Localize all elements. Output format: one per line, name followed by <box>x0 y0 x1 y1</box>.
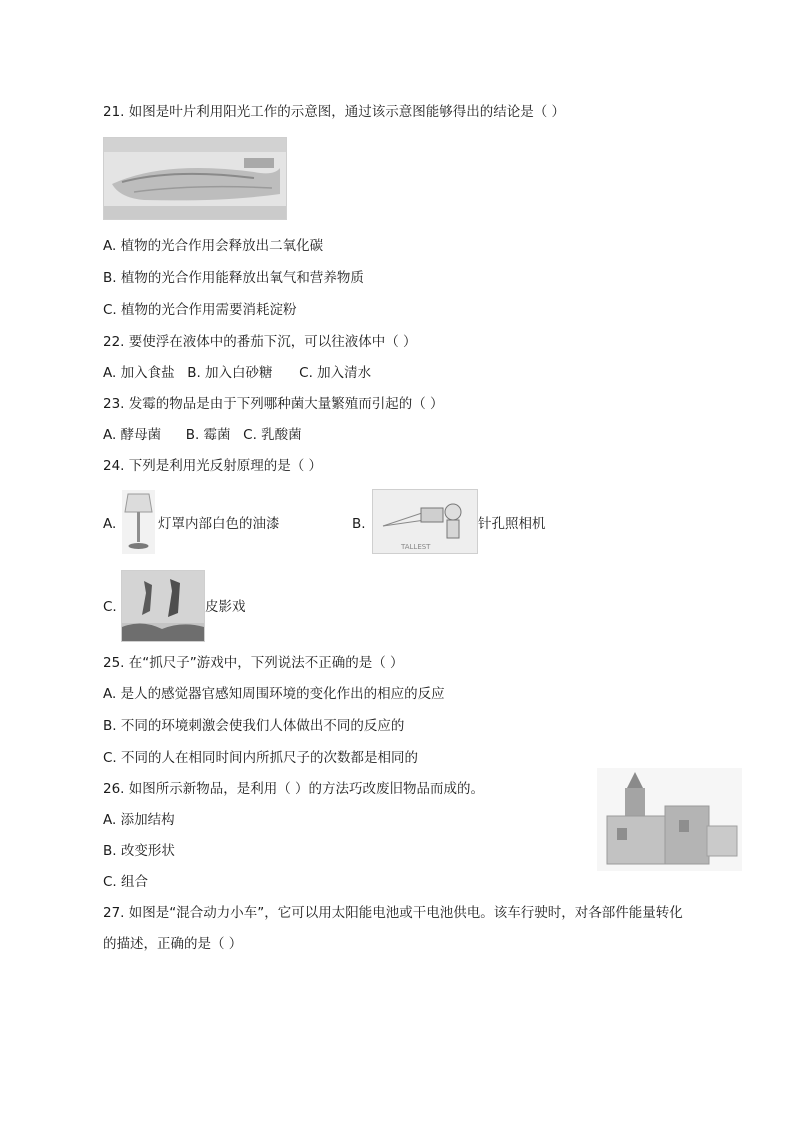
q23-option-b: B. 霉菌 <box>185 427 231 443</box>
camera-caption: TALLEST <box>401 543 431 551</box>
leaf-photosynthesis-figure <box>103 137 287 220</box>
q23-option-a: A. 酵母菌 <box>103 427 162 443</box>
q24-stem: 24. 下列是利用光反射原理的是（ ） <box>103 458 323 474</box>
q24-option-c-letter: C. <box>103 599 117 615</box>
q26-stem: 26. 如图所示新物品，是利用（ ）的方法巧改废旧物品而成的。 <box>103 781 485 797</box>
shadow-puppet-figure <box>121 570 205 642</box>
lamp-figure <box>122 490 155 554</box>
q25-option-a: A. 是人的感觉器官感知周围环境的变化作出的相应的反应 <box>103 686 445 702</box>
q25-option-c: C. 不同的人在相同时间内所抓尺子的次数都是相同的 <box>103 750 419 766</box>
q27-stem-line-1: 27. 如图是“混合动力小车”，它可以用太阳能电池或干电池供电。该车行驶时，对各部件能量转化 <box>103 905 683 921</box>
recycled-castle-figure <box>597 768 742 871</box>
q25-option-b: B. 不同的环境刺激会使我们人体做出不同的反应的 <box>103 718 405 734</box>
q22-option-b: B. 加入白砂糖 <box>187 365 273 381</box>
q26-option-a: A. 添加结构 <box>103 812 175 828</box>
q24-option-a-letter: A. <box>103 516 117 532</box>
q22-option-c: C. 加入清水 <box>299 365 372 381</box>
q23-options <box>103 426 302 444</box>
q26-option-c: C. 组合 <box>103 874 149 890</box>
q26-option-b: B. 改变形状 <box>103 843 175 859</box>
q21-option-c: C. 植物的光合作用需要消耗淀粉 <box>103 302 297 318</box>
q24-option-c-text: 皮影戏 <box>205 599 246 615</box>
q27-stem-line-2: 的描述，正确的是（ ） <box>103 936 243 952</box>
q24-option-b-letter: B. <box>352 516 366 532</box>
q21-option-b: B. 植物的光合作用能释放出氧气和营养物质 <box>103 270 364 286</box>
q25-stem: 25. 在“抓尺子”游戏中，下列说法不正确的是（ ） <box>103 655 404 671</box>
q23-stem: 23. 发霉的物品是由于下列哪种菌大量繁殖而引起的（ ） <box>103 396 444 412</box>
q21-option-a: A. 植物的光合作用会释放出二氧化碳 <box>103 238 324 254</box>
q24-option-a-text: 灯罩内部白色的油漆 <box>158 516 280 532</box>
q22-option-a: A. 加入食盐 <box>103 365 175 381</box>
q22-options <box>103 364 371 382</box>
q24-option-b-text: 针孔照相机 <box>478 516 546 532</box>
q22-stem: 22. 要使浮在液体中的番茄下沉，可以往液体中（ ） <box>103 334 417 350</box>
q21-stem: 21. 如图是叶片利用阳光工作的示意图，通过该示意图能够得出的结论是（ ） <box>103 104 566 120</box>
pinhole-camera-figure <box>372 489 478 554</box>
q23-option-c: C. 乳酸菌 <box>243 427 302 443</box>
